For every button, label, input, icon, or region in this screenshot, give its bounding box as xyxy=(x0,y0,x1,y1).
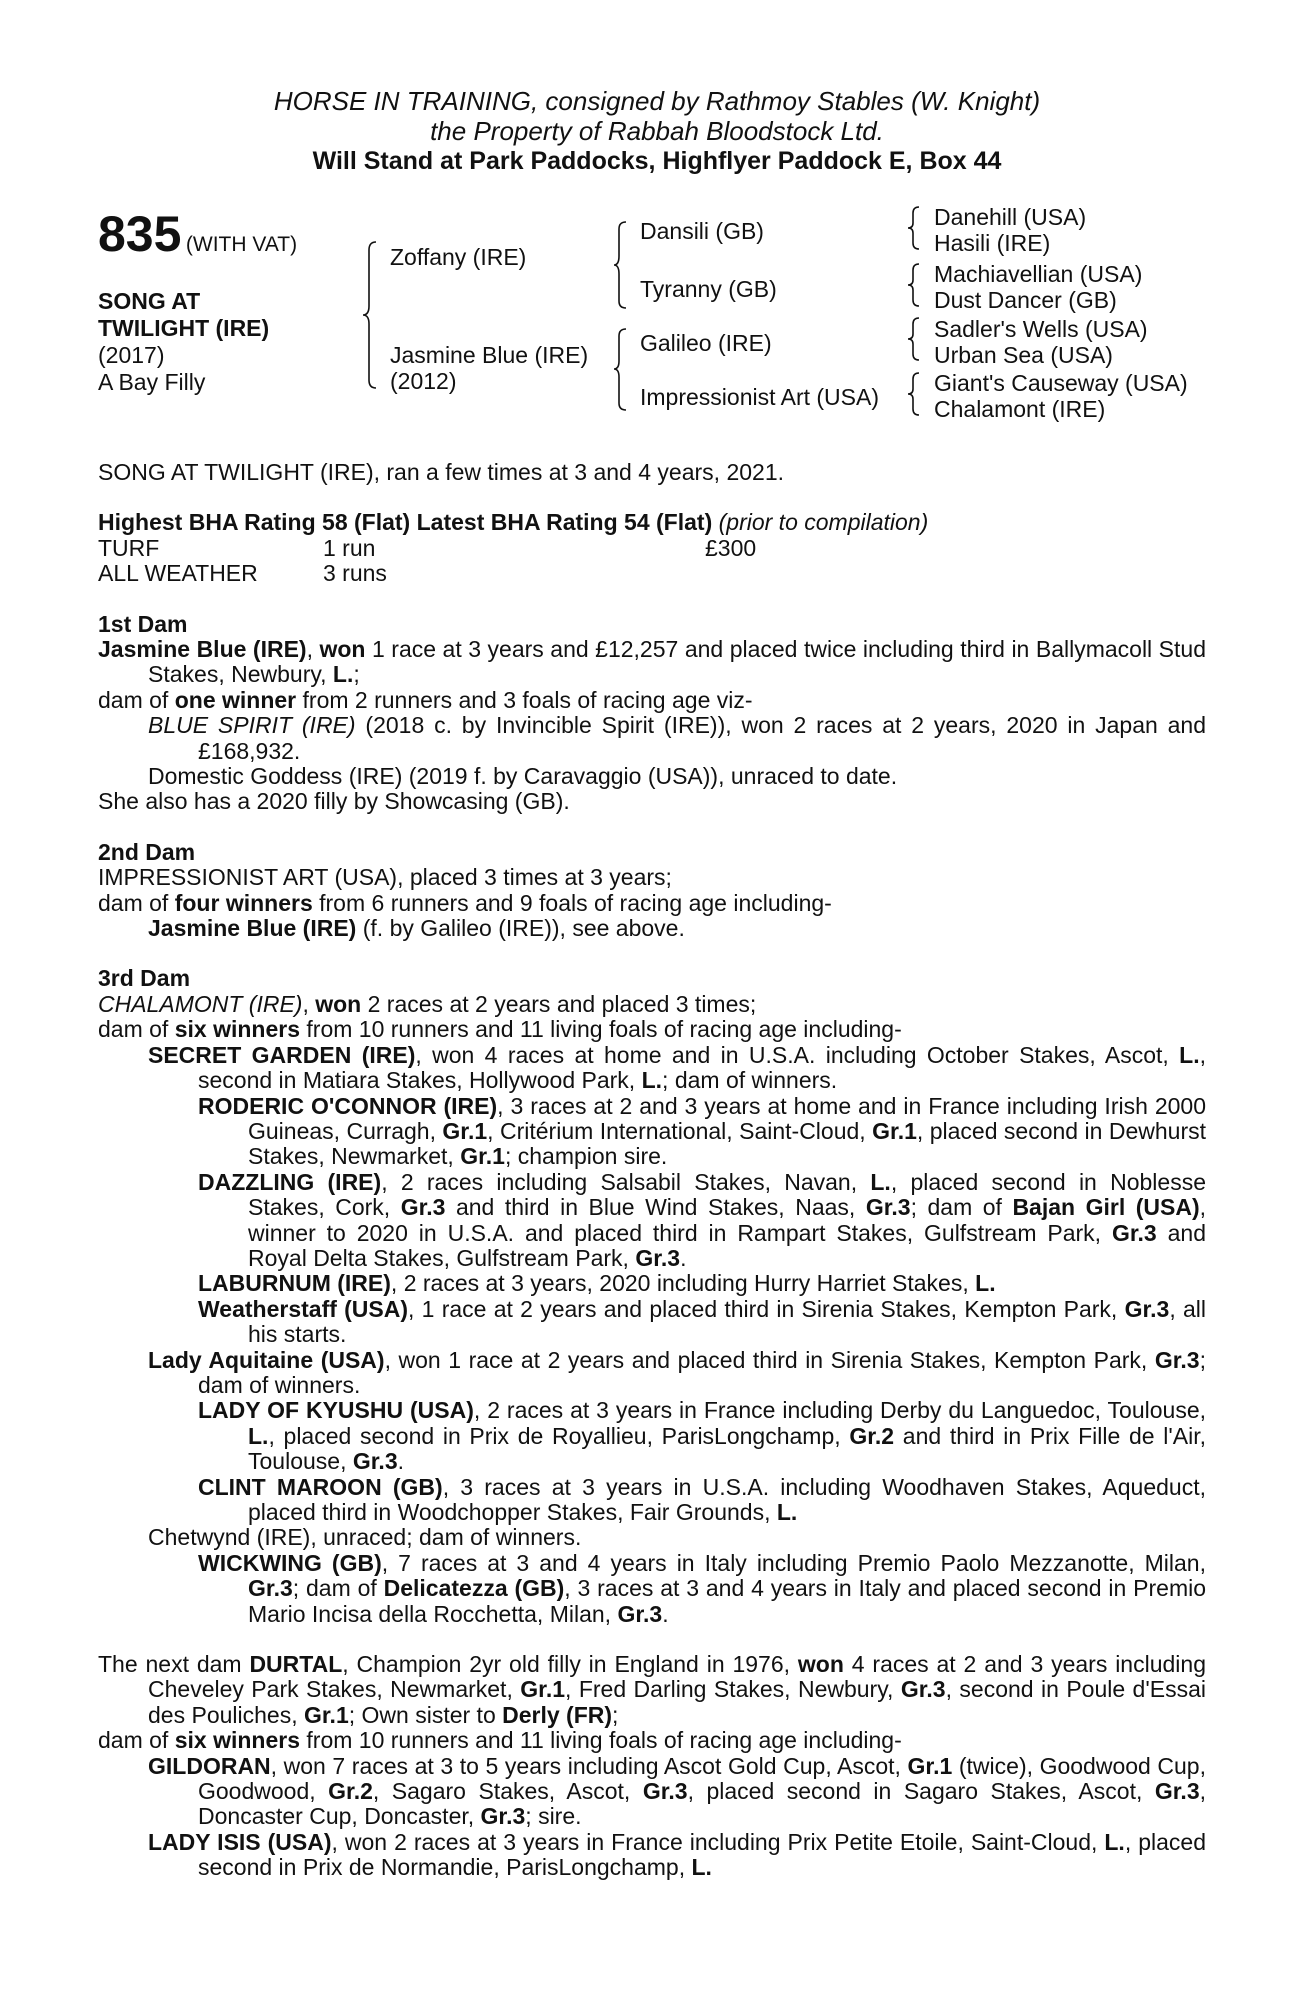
pedigree-g2: Hasili (IRE) xyxy=(934,230,1051,256)
ratings-title: Highest BHA Rating 58 (Flat) Latest BHA Rating 54 (Flat) xyxy=(98,509,713,536)
turf-row xyxy=(98,536,1206,561)
first-dam-entry: Jasmine Blue (IRE), won 1 race at 3 years and £12,257 and placed twice including third in Ballymacoll Stud Stakes, Newbury, L.; xyxy=(98,636,1206,688)
second-dam-heading: 2nd Dam xyxy=(98,838,196,865)
turf-prize: £300 xyxy=(705,534,757,561)
pedigree-g6: Urban Sea (USA) xyxy=(934,342,1113,368)
lot-number: 835 xyxy=(98,206,182,262)
next-dam-produce: dam of six winners from 10 runners and 11 living foals of racing age including- xyxy=(98,1727,902,1754)
lot-number-block xyxy=(98,205,297,263)
all-weather-runs: 3 runs xyxy=(323,560,387,587)
first-dam-foal-1: BLUE SPIRIT (IRE) (2018 c. by Invincible Spirit (IRE)), won 2 races at 2 years, 2020 in Japan and £168,932. xyxy=(148,712,1206,764)
dam-line-bracket xyxy=(612,327,630,412)
pedigree-sire-dam: Tyranny (GB) xyxy=(640,276,777,302)
horse-year: (2017) xyxy=(98,342,165,368)
horse-description: A Bay Filly xyxy=(98,369,206,395)
pedigree-g7: Giant's Causeway (USA) xyxy=(934,370,1188,396)
second-dam-foal: Jasmine Blue (IRE) (f. by Galileo (IRE)), see above. xyxy=(148,915,685,942)
foal-gildoran: GILDORAN, won 7 races at 3 to 5 years including Ascot Gold Cup, Ascot, Gr.1 (twice), Goodwood Cup, Goodwood, Gr.2, Sagaro Stakes, Ascot, Gr.3, placed second in Sagaro Stakes, Ascot, Gr.3, Doncaster Cup, Doncaster, Gr.3; sire. xyxy=(148,1752,1207,1830)
foal-wickwing: WICKWING (GB), 7 races at 3 and 4 years in Italy including Premio Paolo Mezzanotte, Milan, Gr.3; dam of Delicatezza (GB), 3 races at 3 and 4 years in Italy and placed second in Premio Mario Incisa della Rocchetta, Milan, Gr.3. xyxy=(198,1549,1207,1627)
pedigree-sire: Zoffany (IRE) xyxy=(390,244,527,270)
ratings-note: (prior to compilation) xyxy=(718,509,929,536)
pedigree-dam-sire: Galileo (IRE) xyxy=(640,330,772,356)
third-dam-entry: CHALAMONT (IRE), won 2 races at 2 years and placed 3 times; xyxy=(98,990,757,1017)
horse-name-line1: SONG AT xyxy=(98,288,201,314)
pedigree-g4: Dust Dancer (GB) xyxy=(934,287,1117,313)
pedigree-g3: Machiavellian (USA) xyxy=(934,261,1143,287)
horse-name-line2: TWILIGHT (IRE) xyxy=(98,315,270,341)
vat-note: (WITH VAT) xyxy=(185,233,298,256)
first-dam-foal-2: Domestic Goddess (IRE) (2019 f. by Caravaggio (USA)), unraced to date. xyxy=(148,763,898,790)
foal-roderic-oconnor: RODERIC O'CONNOR (IRE), 3 races at 2 and 3 years at home and in France including Irish 2000 Guineas, Curragh, Gr.1, Critérium International, Saint-Cloud, Gr.1, placed second in Dewhurst Stakes, Newmarket, Gr.1; champion sire. xyxy=(198,1092,1206,1170)
bracket-g1 xyxy=(906,205,922,251)
ratings-block xyxy=(98,510,1206,586)
first-dam-produce: dam of one winner from 2 runners and 3 foals of racing age viz- xyxy=(98,686,753,713)
second-dam-entry: IMPRESSIONIST ART (USA), placed 3 times at 3 years; xyxy=(98,864,672,891)
bracket-g3 xyxy=(906,316,922,362)
bracket-g2 xyxy=(906,262,922,308)
catalogue-body xyxy=(98,460,1206,1881)
foal-lady-aquitaine: Lady Aquitaine (USA), won 1 race at 2 years and placed third in Sirenia Stakes, Kempton Park, Gr.3; dam of winners. xyxy=(148,1346,1206,1398)
owner-line: the Property of Rabbah Bloodstock Ltd. xyxy=(430,116,884,146)
all-weather-label: ALL WEATHER xyxy=(98,560,258,587)
foal-laburnum: LABURNUM (IRE), 2 races at 3 years, 2020 including Hurry Harriet Stakes, L. xyxy=(198,1270,996,1297)
pedigree-dam-year: (2012) xyxy=(390,368,457,394)
third-dam-section xyxy=(98,966,1206,1627)
bracket-g4 xyxy=(906,371,922,417)
foal-clint-maroon: CLINT MAROON (GB), 3 races at 3 years in U.S.A. including Woodhaven Stakes, Aqueduct, placed third in Woodchopper Stakes, Fair Grounds, L. xyxy=(198,1473,1207,1525)
foal-secret-garden: SECRET GARDEN (IRE), won 4 races at home and in U.S.A. including October Stakes, Ascot, L., second in Matiara Stakes, Hollywood Park, L.; dam of winners. xyxy=(148,1041,1206,1094)
third-dam-produce: dam of six winners from 10 runners and 11 living foals of racing age including- xyxy=(98,1016,902,1043)
foal-weatherstaff: Weatherstaff (USA), 1 race at 2 years and placed third in Sirenia Stakes, Kempton Park, Gr.3, all his starts. xyxy=(198,1295,1207,1348)
pedigree-dam: Jasmine Blue (IRE) xyxy=(390,342,589,368)
foal-lady-isis: LADY ISIS (USA), won 2 races at 3 years in France including Prix Petite Etoile, Saint-Cloud, L., placed second in Prix de Normandie, ParisLongchamp, L. xyxy=(148,1828,1206,1881)
racing-summary: SONG AT TWILIGHT (IRE), ran a few times at 3 and 4 years, 2021. xyxy=(98,459,785,485)
turf-label: TURF xyxy=(98,534,160,561)
first-dam-foal-3: She also has a 2020 filly by Showcasing (GB). xyxy=(98,788,570,815)
second-dam-produce: dam of four winners from 6 runners and 9 foals of racing age including- xyxy=(98,889,832,916)
sire-line-bracket xyxy=(612,220,630,310)
first-dam-heading: 1st Dam xyxy=(98,610,188,637)
pedigree-g1: Danehill (USA) xyxy=(934,204,1087,230)
next-dam-section xyxy=(98,1652,1206,1881)
consignor-line: HORSE IN TRAINING, consigned by Rathmoy Stables (W. Knight) xyxy=(273,86,1041,116)
first-dam-section xyxy=(98,612,1206,815)
pedigree-dam-dam: Impressionist Art (USA) xyxy=(640,384,879,410)
next-dam-entry: The next dam DURTAL, Champion 2yr old filly in England in 1976, won 4 races at 2 and 3 years including Cheveley Park Stakes, Newmarket, Gr.1, Fred Darling Stakes, Newbury, Gr.3, second in Poule d'Essai des Pouliches, Gr.1; Own sister to Derly (FR); xyxy=(98,1651,1206,1728)
all-weather-row xyxy=(98,561,1206,586)
pedigree-g5: Sadler's Wells (USA) xyxy=(934,316,1148,342)
stand-location: Will Stand at Park Paddocks, Highflyer Paddock E, Box 44 xyxy=(312,147,1002,175)
foal-chetwynd: Chetwynd (IRE), unraced; dam of winners. xyxy=(148,1524,582,1551)
third-dam-heading: 3rd Dam xyxy=(98,965,191,992)
pedigree-sire-sire: Dansili (GB) xyxy=(640,218,764,244)
turf-runs: 1 run xyxy=(323,534,376,561)
pedigree-g8: Chalamont (IRE) xyxy=(934,396,1106,422)
sire-dam-bracket xyxy=(360,240,380,390)
second-dam-section xyxy=(98,840,1206,942)
foal-dazzling: DAZZLING (IRE), 2 races including Salsabil Stakes, Navan, L., placed second in Noblesse Stakes, Cork, Gr.3 and third in Blue Wind Stakes, Naas, Gr.3; dam of Bajan Girl (USA), winner to 2020 in U.S.A. and placed third in Rampart Stakes, Gulfstream Park, Gr.3 and Royal Delta Stakes, Gulfstream Park, Gr.3. xyxy=(198,1168,1207,1271)
foal-lady-of-kyushu: LADY OF KYUSHU (USA), 2 races at 3 years in France including Derby du Languedoc, Toulouse, L., placed second in Prix de Royallieu, ParisLongchamp, Gr.2 and third in Prix Fille de l'Air, Toulouse, Gr.3. xyxy=(198,1397,1206,1475)
